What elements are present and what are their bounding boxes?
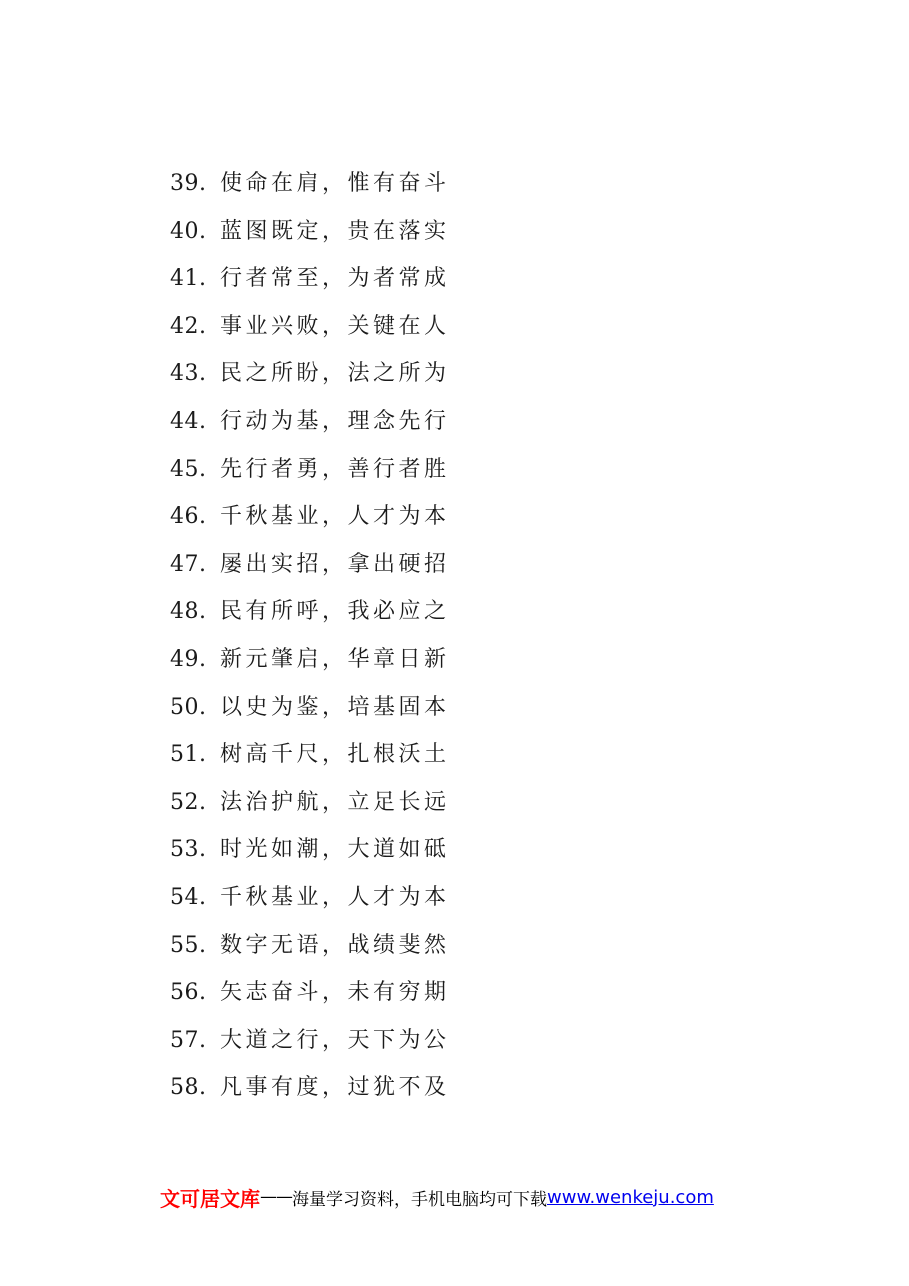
footer-slogan: 海量学习资料，手机电脑均可下载 (292, 1189, 547, 1210)
item-text: 大道之行，天下为公 (220, 1027, 450, 1053)
item-text: 新元肇启，华章日新 (220, 646, 450, 672)
item-number: 49. (170, 646, 207, 672)
item-text: 蓝图既定，贵在落实 (220, 218, 450, 244)
item-text: 先行者勇，善行者胜 (220, 456, 450, 482)
list-item (170, 588, 770, 636)
list-item (170, 446, 770, 494)
item-number: 44. (170, 408, 207, 434)
item-number: 51. (170, 742, 207, 768)
site-link[interactable]: www.wenkeju.com (547, 1186, 714, 1208)
list-item (170, 255, 770, 303)
list-item (170, 493, 770, 541)
item-number: 54. (170, 884, 207, 910)
item-number: 40. (170, 218, 207, 244)
item-text: 屡出实招，拿出硬招 (220, 551, 450, 577)
item-number: 47. (170, 551, 207, 577)
item-number: 58. (170, 1075, 207, 1101)
list-item (170, 731, 770, 779)
list-item (170, 636, 770, 684)
item-number: 50. (170, 694, 207, 720)
page-footer (160, 1180, 860, 1214)
list-item (170, 874, 770, 922)
list-item (170, 303, 770, 351)
item-text: 凡事有度，过犹不及 (220, 1075, 450, 1101)
footer-dash: —— (260, 1187, 292, 1207)
item-number: 42. (170, 313, 207, 339)
item-text: 法治护航，立足长远 (220, 789, 450, 815)
item-text: 事业兴败，关键在人 (220, 313, 450, 339)
item-number: 55. (170, 932, 207, 958)
list-item (170, 1064, 770, 1112)
item-text: 时光如潮，大道如砥 (220, 837, 450, 863)
item-text: 数字无语，战绩斐然 (220, 932, 450, 958)
list-item (170, 684, 770, 732)
slogan-list (170, 160, 770, 1112)
item-text: 矢志奋斗，未有穷期 (220, 980, 450, 1006)
list-item (170, 541, 770, 589)
item-text: 使命在肩，惟有奋斗 (220, 171, 450, 196)
item-number: 45. (170, 456, 207, 482)
item-number: 53. (170, 837, 207, 863)
item-text: 行者常至，为者常成 (220, 266, 450, 292)
item-text: 民之所盼，法之所为 (220, 361, 450, 387)
list-item (170, 160, 770, 208)
item-text: 民有所呼，我必应之 (220, 599, 450, 625)
item-text: 树高千尺，扎根沃土 (220, 742, 450, 768)
item-text: 千秋基业，人才为本 (220, 504, 450, 530)
list-item (170, 922, 770, 970)
list-item (170, 779, 770, 827)
item-text: 行动为基，理念先行 (220, 408, 450, 434)
item-number: 56. (170, 980, 207, 1006)
item-text: 以史为鉴，培基固本 (220, 694, 450, 720)
list-item (170, 969, 770, 1017)
item-number: 46. (170, 504, 207, 530)
item-number: 48. (170, 599, 207, 625)
item-text: 千秋基业，人才为本 (220, 884, 450, 910)
item-number: 52. (170, 789, 207, 815)
list-item (170, 208, 770, 256)
brand-name: 文可居文库 (160, 1186, 260, 1211)
list-item (170, 1017, 770, 1065)
list-item (170, 398, 770, 446)
item-number: 43. (170, 361, 207, 387)
item-number: 41. (170, 266, 207, 292)
list-item (170, 350, 770, 398)
item-number: 57. (170, 1027, 207, 1053)
item-number: 39. (170, 171, 207, 196)
list-item (170, 826, 770, 874)
